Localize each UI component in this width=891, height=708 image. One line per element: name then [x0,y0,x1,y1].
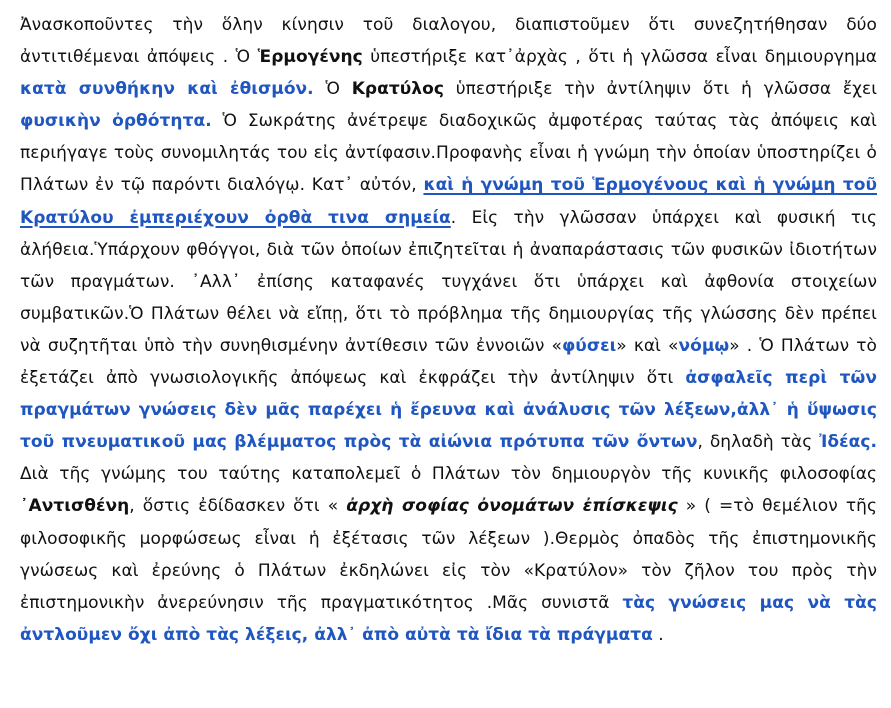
emphasis-physei: φύσει [561,335,617,356]
emphasis-both-views-underlined: καὶ ἡ γνώμη τοῦ Ἑρμογένους καὶ ἡ γνώμη τοῦ Κρατύλου ἐμπεριέχουν ὀρθὰ τινα σημεία [20,175,877,228]
text-run: . Εἰς τὴν γλῶσσαν ὑπάρχει καὶ φυσική τις ἀλήθεια.Ὑπάρχουν φθόγγοι, διὰ τῶν ὁποίων ἐπιζητεῖται ἡ ἀναπαράστασις τῶν φυσικῶν ἰδιοτήτων τῶν πραγμάτων. ᾽Αλλ᾽ ἐπίσης καταφανές τυγχάνει ὅτι ὑπάρχει καὶ ἀφθονία στοιχείων συμβατικῶν.Ὁ Πλάτων θέλει νὰ εἴπῃ, ὅτι τὸ πρόβλημα τῆς δημιουργίας τῆς γλώσσης δὲν πρέπει νὰ συζητῆται ὑπὸ τὴν συνηθισμένην ἀντίθεσιν τῶν ἐννοιῶν « [20,207,877,356]
quote-antisthenes: ἀρχὴ σοφίας ὀνομάτων ἐπίσκεψις [346,496,678,517]
text-run: » καὶ « [616,335,679,356]
emphasis-secure-knowledge: ἀσφαλεῖς περὶ τῶν πραγμάτων γνώσεις δὲν μᾶς παρέχει ἡ ἔρευνα καὶ ἀνάλυσις τῶν λέξεων,ἀλλ᾽ ἡ ὕψωσις τοῦ πνευματικοῦ μας βλέμματος πρὸς τὰ αἰώνια πρότυπα τῶν ὄντων [20,368,877,453]
emphasis-nomo: νόμῳ [678,335,730,356]
text-run: . [652,624,664,645]
emphasis-ideas: Ἰδέας. [819,432,877,453]
name-antisthenes: ᾽Αντισθένη [20,496,130,517]
paragraph [20,9,877,651]
name-cratylus: Κρατύλος [351,79,444,100]
text-run: » . Ὁ Πλάτων τὸ ἐξετάζει ἀπὸ γνωσιολογικῆς ἀπόψεως καὶ ἐκφράζει τὴν ἀντίληψιν ὅτι [20,335,877,389]
text-run: ὑπεστήριξε τὴν ἀντίληψιν ὅτι ἡ γλῶσσα ἔχει [443,79,877,100]
text-run: , δηλαδὴ τὰς [697,432,820,453]
emphasis-knowledge-from-things: τὰς γνώσεις μας νὰ τὰς ἀντλοῦμεν ὄχι ἀπὸ τὰς λέξεις, ἀλλ᾽ ἀπὸ αὐτὰ τὰ ἴδια τὰ πράγματα [20,592,877,645]
text-run: ὑπεστήριξε κατ᾽ἀρχὰς , ὅτι ἡ γλῶσσα εἶναι δημιουργημα [362,47,877,68]
name-hermogenes: Ἑρμογένης [257,47,363,68]
text-run: Διὰ τῆς γνώμης του ταύτης καταπολεμεῖ ὁ Πλάτων τὸν δημιουργὸν τῆς κυνικῆς φιλοσοφίας [20,464,877,485]
text-run: Ὁ [313,79,352,100]
text-run: Ἀνασκοποῦντες τὴν ὅλην κίνησιν τοῦ διαλογου, διαπιστοῦμεν ὅτι συνεζητήθησαν δύο ἀντιτιθέμεναι ἀπόψεις . Ὁ [20,15,877,68]
text-run: Ὁ Σωκράτης ἀνέτρεψε διαδοχικῶς ἀμφοτέρας ταύτας τὰς ἀπόψεις καὶ περιήγαγε τοὺς συνομιλητάς του εἰς ἀντίφασιν.Προφανὴς εἶναι ἡ γνώμη τὴν ὁποίαν ὑποστηρίζει ὁ Πλάτων ἐν τῷ παρόντι διαλόγῳ. Κατ᾽ αὐτόν, [20,111,877,196]
text-run: » ( =τὸ θεμέλιον τῆς φιλοσοφικῆς μορφώσεως εἶναι ἡ ἐξέτασις τῶν λέξεων ).Θερμὸς ὀπαδὸς τῆς ἐπιστημονικῆς γνώσεως καὶ ἐρεύνης ὁ Πλάτων ἐκδηλώνει εἰς τὸν «Κρατύλον» τὸν ζῆλον του πρὸς τὴν ἐπιστημονικὴν ἀνερεύνησιν τῆς πραγματικότητος .Μᾶς συνιστᾶ [20,496,877,613]
text-run: , ὅστις ἐδίδασκεν ὅτι « [129,496,347,517]
emphasis-natural-correctness: φυσικὴν ὀρθότητα. [20,111,212,132]
emphasis-convention: κατὰ συνθήκην καὶ ἐθισμόν. [20,79,314,100]
